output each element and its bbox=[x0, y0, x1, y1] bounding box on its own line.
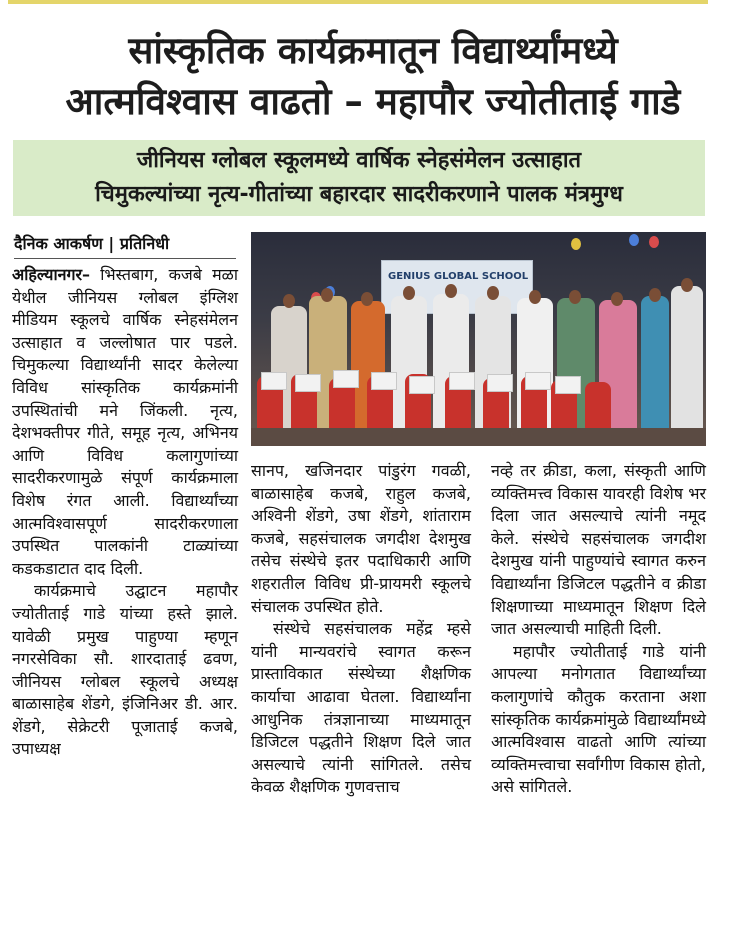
certificate bbox=[487, 374, 513, 392]
headline bbox=[0, 26, 746, 128]
person-head bbox=[321, 288, 333, 302]
person-head bbox=[403, 286, 415, 300]
paragraph-text: भिस्तबाग, कजबे मळा येथील जीनियस ग्लोबल इंग्लिश मीडियम स्कूलचे वार्षिक स्नेहसंमेलन उत्साहात व जल्लोषात पार पडले. चिमुकल्या विद्यार्थ्यांनी सादर केलेल्या विविध सांस्कृतिक कार्यक्रमांनी उपस्थितांची मने जिंकली. नृत्य, देशभक्तीपर गीते, समूह नृत्य, अभिनय आणि विविध कलागुणांच्या सादरीकरणामुळे संपूर्ण कार्यक्रमाला विशेष रंगत आली. विद्यार्थ्यांच्या आत्मविश्वासपूर्ण सादरीकरणाला उपस्थित पालकांनी टाळ्यांच्या कडकडाटात दाद दिली. bbox=[12, 265, 238, 578]
certificate bbox=[333, 370, 359, 388]
article-paragraph: नव्हे तर क्रीडा, कला, संस्कृती आणि व्यक्तिमत्त्व विकास यावरही विशेष भर दिला जात असल्याचे त्यांनी नमूद केले. संस्थेचे सहसंचालक जगदीश देशमुख यांनी पाहुण्यांचे स्वागत करुन विद्यार्थ्यांना डिजिटल पद्धतीने व क्रीडा शिक्षणाच्या माध्यमातून शिक्षण दिले जात असल्याची माहिती दिली. bbox=[491, 461, 706, 639]
balloon bbox=[629, 234, 639, 246]
article-paragraph: सानप, खजिनदार पांडुरंग गवळी, बाळासाहेब कजबे, राहुल कजबे, अश्विनी शेंडगे, उषा शेंडगे, शांताराम कजबे, सहसंचालक जगदीश देशमुख तसेच संस्थेचे इतर पदाधिकारी आणि शहरातील विविध प्री-प्रायमरी स्कूलचे संचालक उपस्थित होते. bbox=[251, 461, 471, 616]
person-head bbox=[487, 286, 499, 300]
subheadline-line-1: जीनियस ग्लोबल स्कूलमध्ये वार्षिक स्नेहसंमेलन उत्साहात bbox=[136, 148, 582, 173]
person-head bbox=[611, 292, 623, 306]
certificate bbox=[525, 372, 551, 390]
certificate bbox=[371, 372, 397, 390]
person-head bbox=[681, 278, 693, 292]
certificate bbox=[261, 372, 287, 390]
person-head bbox=[445, 284, 457, 298]
certificate bbox=[295, 374, 321, 392]
byline-divider bbox=[14, 258, 236, 259]
balloon bbox=[649, 236, 659, 248]
article-paragraph: कार्यक्रमाचे उद्घाटन महापौर ज्योतीताई गाडे यांच्या हस्ते झाले. यावेळी प्रमुख पाहुण्या म्हणून नगरसेविका सौ. शारदाताई ढवण, जीनियस ग्लोबल स्कूलचे अध्यक्ष बाळासाहेब शेंडगे, इंजिनिअर डी. आर. शेंडगे, सेक्रेटरी पूजाताई कजबे, उपाध्यक्ष bbox=[12, 581, 238, 759]
banner-text: GENIUS GLOBAL SCHOOL bbox=[388, 271, 529, 282]
article-paragraph: संस्थेचे सहसंचालक महेंद्र म्हसे यांनी मान्यवरांचे स्वागत करून प्रास्ताविकात संस्थेच्या शैक्षणिक कार्याचा आढावा घेतला. विद्यार्थ्यांना आधुनिक तंत्रज्ञानाच्या माध्यमातून डिजिटल पद्धतीने शिक्षण दिले जात असल्याचे त्यांनी सांगितले. तसेच केवळ शैक्षणिक गुणवत्ताच bbox=[251, 619, 471, 797]
article-column-2 bbox=[251, 460, 471, 799]
dateline: अहिल्यानगर– bbox=[12, 265, 91, 284]
person-head bbox=[649, 288, 661, 302]
person-head bbox=[361, 292, 373, 306]
article-paragraph: महापौर ज्योतीताई गाडे यांनी आपल्या मनोगतात विद्यार्थ्यांच्या कलागुणांचे कौतुक करताना अशा सांस्कृतिक कार्यक्रमांमुळे विद्यार्थ्यांमध्ये आत्मविश्वास वाढतो आणि त्यांच्या व्यक्तिमत्त्वाचा सर्वांगीण विकास होतो, असे सांगितले. bbox=[491, 641, 706, 797]
headline-line-1: सांस्कृतिक कार्यक्रमातून विद्यार्थ्यांमध्ये bbox=[128, 29, 618, 72]
certificate bbox=[409, 376, 435, 394]
person-head bbox=[569, 290, 581, 304]
adult-figure bbox=[641, 296, 669, 446]
top-color-rule bbox=[8, 0, 708, 4]
certificate bbox=[555, 376, 581, 394]
headline-line-2: आत्मविश्वास वाढतो – महापौर ज्योतीताई गाडे bbox=[65, 80, 681, 123]
article-column-3 bbox=[491, 460, 706, 799]
certificate bbox=[449, 372, 475, 390]
person-head bbox=[529, 290, 541, 304]
balloon bbox=[571, 238, 581, 250]
subheadline-box bbox=[13, 140, 705, 216]
subheadline-line-2: चिमुकल्यांच्या नृत्य-गीतांच्या बहारदार सादरीकरणाने पालक मंत्रमुग्ध bbox=[95, 182, 623, 207]
article-column-1 bbox=[12, 264, 238, 761]
adult-figure bbox=[671, 286, 703, 446]
event-photo bbox=[251, 232, 706, 446]
article-paragraph bbox=[12, 264, 238, 580]
person-head bbox=[283, 294, 295, 308]
stage-floor bbox=[251, 428, 706, 446]
byline: दैनिक आकर्षण | प्रतिनिधी bbox=[14, 234, 170, 253]
